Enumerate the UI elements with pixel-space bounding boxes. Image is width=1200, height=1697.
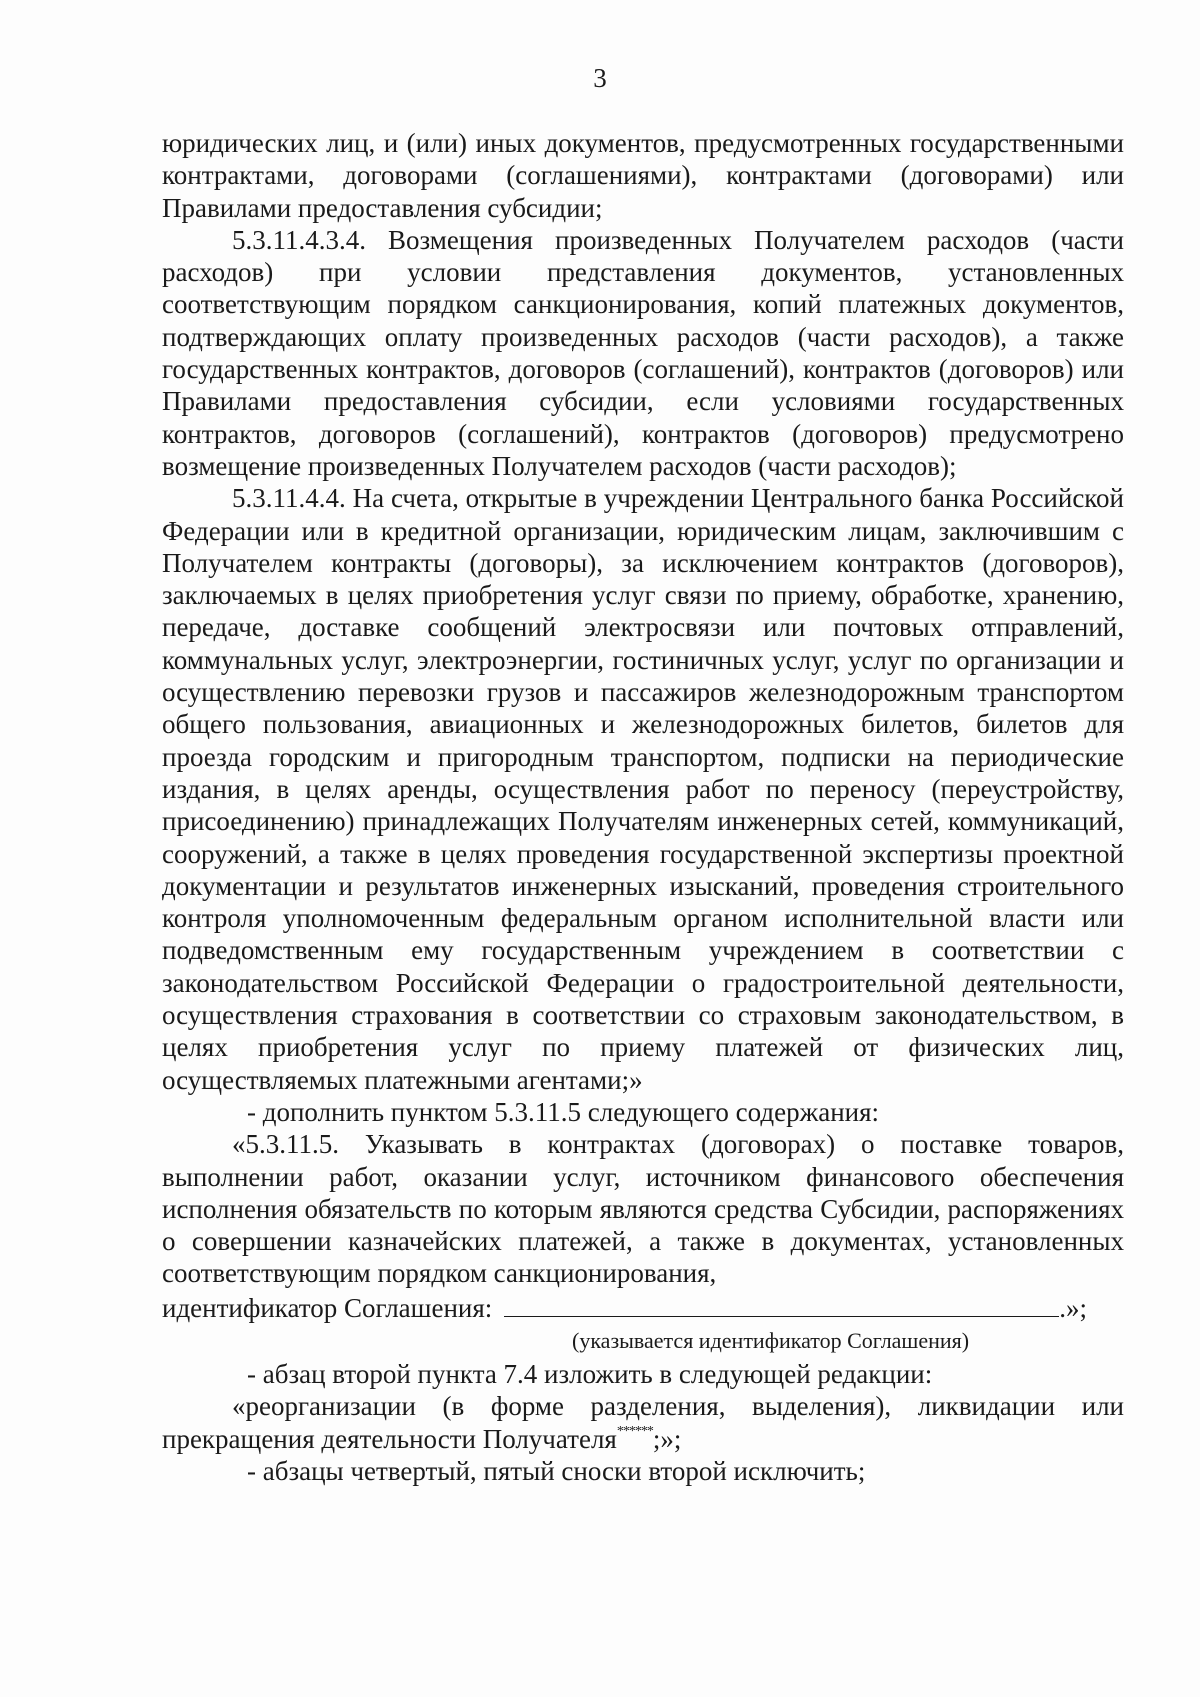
identifier-label: идентификатор Соглашения: bbox=[162, 1292, 493, 1323]
paragraph-5-3-11-4-3-4: 5.3.11.4.3.4. Возмещения произведенных Получателем расходов (части расходов) при условии представления документов, установленных соответствующим порядком санкционирования, копий платежных документов, подтверждающих оплату произведенных расходов (части расходов), а также государственных контрактов, договоров (соглашений), контрактов (договоров) или Правилами предоставления субсидии, если условиями государственных контрактов, договоров (соглашений), контрактов (договоров) предусмотрено возмещение произведенных Получателем расходов (части расходов); bbox=[162, 224, 1124, 481]
identifier-caption: (указывается идентификатор Соглашения) bbox=[572, 1327, 970, 1353]
amendment-footnote-exclude: - абзацы четвертый, пятый сноски второй исключить; bbox=[247, 1455, 866, 1486]
paragraph-reorganization bbox=[162, 1390, 1124, 1455]
reorganization-suffix: ;»; bbox=[652, 1423, 682, 1454]
paragraph-5-3-11-4-4: 5.3.11.4.4. На счета, открытые в учреждении Центрального банка Российской Федерации или в кредитной организации, юридическим лицам, заключившим с Получателем контракты (договоры), за исключением контрактов (договоров), заключаемых в целях приобретения услуг связи по приему, обработке, хранению, передаче, доставке сообщений электросвязи или почтовых отправлений, коммунальных услуг, электроэнергии, гостиничных услуг, услуг по организации и осуществлению перевозки грузов и пассажиров железнодорожным транспортом общего пользования, авиационных и железнодорожных билетов, билетов для проезда городским и пригородным транспортом, подписки на периодические издания, в целях аренды, осуществления работ по переносу (переустройству, присоединению) принадлежащих Получателям инженерных сетей, коммуникаций, сооружений, а также в целях проведения государственной экспертизы проектной документации и результатов инженерных изысканий, проведения строительного контроля уполномоченным федеральным органом исполнительной власти или подведомственным ему государственным учреждением в соответствии с законодательством Российской Федерации о градостроительной деятельности, осуществления страхования в соответствии со страховым законодательством, в целях приобретения услуг по приему платежей от физических лиц, осуществляемых платежными агентами;» bbox=[162, 483, 1124, 1095]
amendment-add-clause: - дополнить пунктом 5.3.11.5 следующего содержания: bbox=[247, 1096, 880, 1127]
page-number: 3 bbox=[593, 63, 607, 93]
paragraph-5-3-11-5: «5.3.11.5. Указывать в контрактах (договорах) о поставке товаров, выполнении работ, оказании услуг, источником финансового обеспечения исполнения обязательств по которым являются средства Субсидии, распоряжениях о совершении казначейских платежей, а также в документах, установленных соответствующим порядком санкционирования, bbox=[162, 1129, 1124, 1289]
reorganization-text: «реорганизации (в форме разделения, выделения), ликвидации или прекращения деятельности Получателя bbox=[162, 1391, 1124, 1454]
footnote-marker: ****** bbox=[616, 1423, 653, 1439]
document-body bbox=[162, 127, 1124, 1487]
paragraph-continuation: юридических лиц, и (или) иных документов, предусмотренных государственными контрактами, договорами (соглашениями), контрактами (договорами) или Правилами предоставления субсидии; bbox=[162, 128, 1124, 223]
amendment-paragraph-7-4: - абзац второй пункта 7.4 изложить в следующей редакции: bbox=[247, 1358, 933, 1389]
identifier-line bbox=[162, 1290, 1124, 1324]
identifier-blank-field bbox=[504, 1290, 1059, 1317]
identifier-suffix: .»; bbox=[1059, 1292, 1088, 1323]
